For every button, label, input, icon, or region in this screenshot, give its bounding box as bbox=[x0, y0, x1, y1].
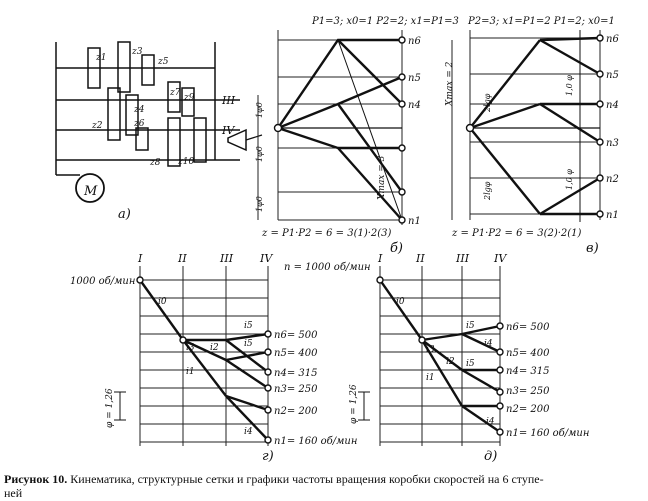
axis-step: 1,0 φ bbox=[565, 169, 574, 190]
ratio-label: i0 bbox=[396, 297, 405, 307]
shaft-label: II bbox=[178, 252, 187, 265]
ratio-label: i5 bbox=[466, 321, 475, 331]
gear-label: z10 bbox=[178, 157, 195, 167]
axis-step: 1φ0 bbox=[255, 196, 264, 212]
speed-graph-d bbox=[358, 266, 503, 446]
speed-node-label: n5 bbox=[408, 73, 421, 84]
svg-text:n4= 315: n4= 315 bbox=[274, 368, 318, 379]
svg-text:n6= 500: n6= 500 bbox=[274, 330, 318, 341]
caption-text: Кинематика, структурные сетки и графики частоты вращения коробки скоростей на 6 ступе- bbox=[67, 472, 544, 486]
axis-step: 1,0 φ bbox=[565, 75, 574, 96]
ratio-label: i4 bbox=[484, 339, 493, 349]
svg-text:n4= 315: n4= 315 bbox=[506, 366, 550, 377]
gear-label: z1 bbox=[96, 53, 107, 63]
ratio-label: i5 bbox=[466, 359, 475, 369]
xmax-label: Xmax = 3 bbox=[377, 155, 387, 200]
speed-list-d bbox=[506, 322, 589, 439]
grid-b-header: P1=3; x0=1 P2=2; x1=P1=3 bbox=[312, 16, 459, 27]
gear-label: z9 bbox=[184, 93, 195, 103]
shaft-label: III bbox=[222, 94, 236, 107]
speed-node-label: n1 bbox=[408, 216, 421, 227]
axis-step: 1φ0 bbox=[255, 146, 264, 162]
ratio-label: i1 bbox=[186, 367, 195, 377]
ratio-label: i4 bbox=[244, 427, 253, 437]
shaft-label: II bbox=[416, 252, 425, 265]
shaft-label: IV bbox=[222, 124, 235, 137]
svg-text:n2= 200: n2= 200 bbox=[274, 406, 318, 417]
grid-v-header: P2=3; x1=P1=2 P1=2; x0=1 bbox=[468, 16, 615, 27]
shaft-label: III bbox=[220, 252, 234, 265]
shaft-label: III bbox=[456, 252, 470, 265]
gear-label: z7 bbox=[170, 88, 181, 98]
svg-text:n3= 250: n3= 250 bbox=[506, 386, 550, 397]
speed-node-label: n2 bbox=[606, 174, 619, 185]
speed-graph-g bbox=[114, 266, 271, 446]
ratio-label: i3 bbox=[426, 345, 435, 355]
gear-label: z8 bbox=[150, 158, 161, 168]
svg-text:n2= 200: n2= 200 bbox=[506, 404, 550, 415]
speed-node-label: n3 bbox=[606, 138, 619, 149]
axis-step: 1φ0 bbox=[255, 102, 264, 118]
speed-node-label: n4 bbox=[606, 100, 619, 111]
gear-label: z5 bbox=[158, 57, 169, 67]
gear-label: z6 bbox=[134, 119, 145, 129]
shaft-label: IV bbox=[260, 252, 273, 265]
svg-text:n5= 400: n5= 400 bbox=[506, 348, 550, 359]
speed-node-label: n5 bbox=[606, 70, 619, 81]
panel-d-label: д) bbox=[484, 449, 498, 464]
input-speed-label: 1000 об/мин bbox=[70, 276, 136, 287]
gear-label: z2 bbox=[92, 121, 103, 131]
speed-node-label: n6 bbox=[606, 34, 619, 45]
motor-label: М bbox=[84, 184, 98, 199]
graph-g-header: n = 1000 об/мин bbox=[284, 262, 371, 273]
panel-g-label: г) bbox=[262, 449, 274, 464]
axis-step: 2lgφ bbox=[483, 93, 492, 112]
ratio-label: i5 bbox=[244, 321, 253, 331]
caption-label: Рисунок 10. bbox=[4, 472, 68, 486]
svg-text:n3= 250: n3= 250 bbox=[274, 384, 318, 395]
ratio-label: i3 bbox=[186, 343, 195, 353]
shaft-label: IV bbox=[494, 252, 507, 265]
ratio-label: i2 bbox=[210, 343, 219, 353]
speed-node-label: n4 bbox=[408, 100, 421, 111]
figure-caption bbox=[4, 472, 644, 500]
structure-grid-v bbox=[452, 30, 603, 222]
phi-label: φ = 1,26 bbox=[105, 388, 115, 428]
panel-v-label: в) bbox=[586, 241, 599, 256]
grid-v-formula: z = P1·P2 = 6 = 3(2)·2(1) bbox=[452, 228, 582, 239]
ratio-label: i2 bbox=[446, 357, 455, 367]
svg-text:n5= 400: n5= 400 bbox=[274, 348, 318, 359]
svg-text:n1= 160 об/мин: n1= 160 об/мин bbox=[274, 436, 358, 447]
axis-step: 2lgφ bbox=[483, 181, 492, 200]
ratio-label: i0 bbox=[158, 297, 167, 307]
gear-label: z3 bbox=[132, 47, 143, 57]
gear-label: z4 bbox=[134, 105, 145, 115]
ratio-label: i1 bbox=[426, 373, 435, 383]
caption-text-cont: ней bbox=[4, 486, 23, 500]
svg-text:n1= 160 об/мин: n1= 160 об/мин bbox=[506, 428, 590, 439]
ratio-label: i4 bbox=[486, 417, 495, 427]
shaft-label: I bbox=[138, 252, 143, 265]
speed-list-g bbox=[274, 330, 357, 447]
grid-b-formula: z = P1·P2 = 6 = 3(1)·2(3) bbox=[262, 228, 392, 239]
panel-b-label: б) bbox=[390, 241, 404, 256]
speed-node-label: n1 bbox=[606, 210, 619, 221]
xmax-label: Xmax = 2 bbox=[445, 61, 455, 106]
ratio-label: i5 bbox=[244, 339, 253, 349]
svg-text:n6= 500: n6= 500 bbox=[506, 322, 550, 333]
shaft-label: I bbox=[378, 252, 383, 265]
phi-label: φ = 1,26 bbox=[349, 384, 359, 424]
speed-node-label: n6 bbox=[408, 36, 421, 47]
panel-a-label: а) bbox=[118, 207, 131, 222]
